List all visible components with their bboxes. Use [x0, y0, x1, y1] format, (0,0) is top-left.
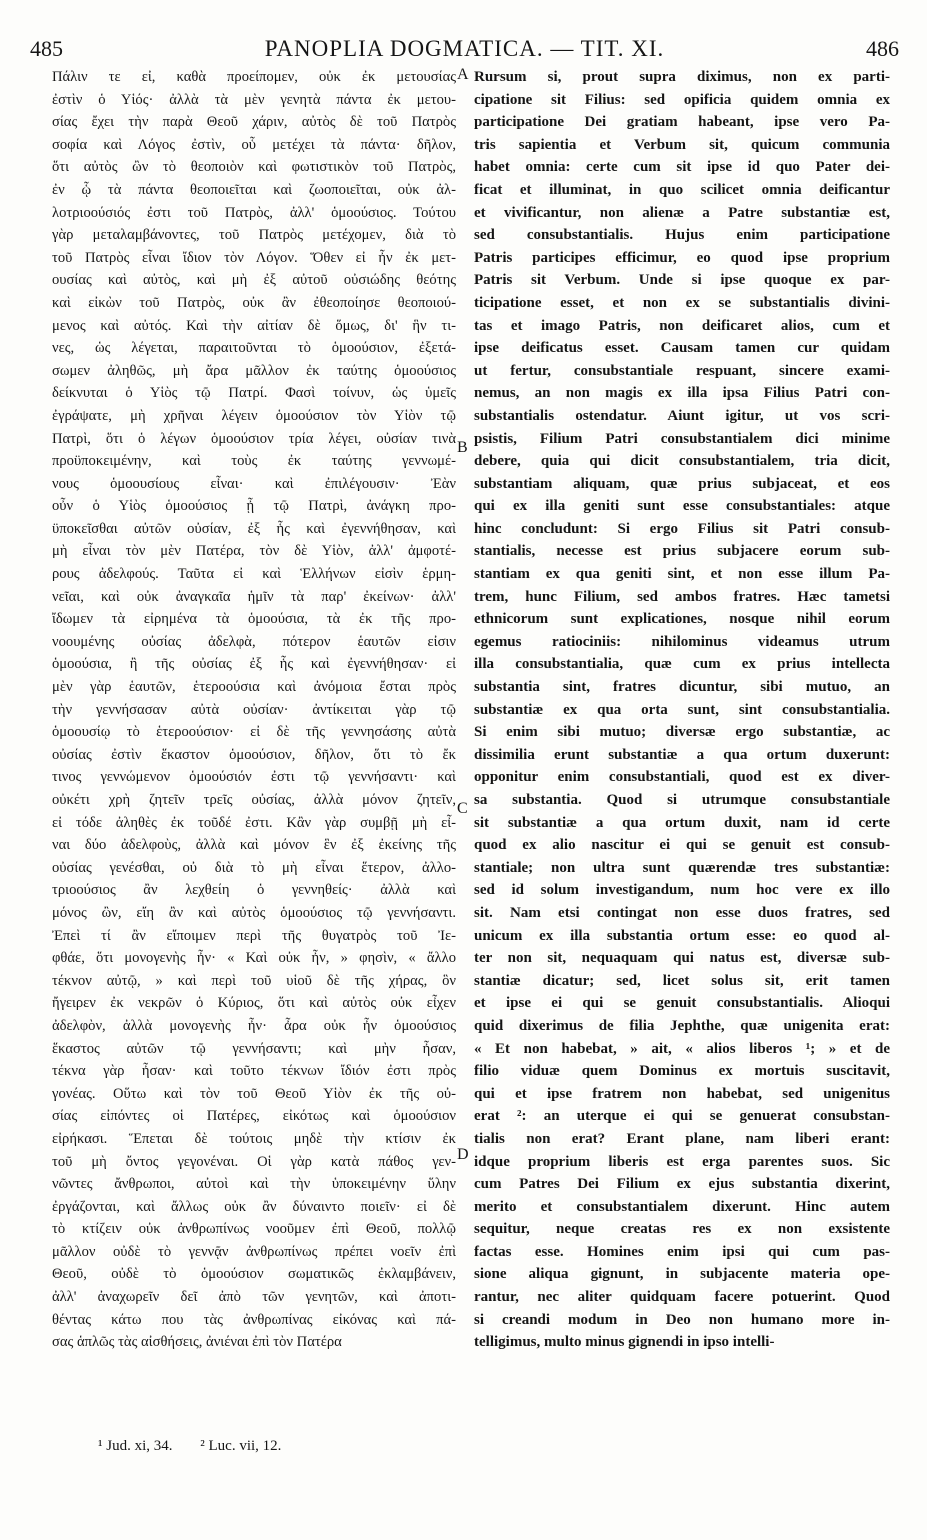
- latin-text-line: Patris sit Verbum. Unde si ipse quoque ex par-: [474, 272, 890, 289]
- footnote-2: ² Luc. vii, 12.: [200, 1438, 282, 1454]
- latin-text-line: stantiam ex qua geniti sint, et non esse illum Pa-: [474, 566, 890, 583]
- latin-text-line: stantiale; non ultra sunt quærendæ tres substantiæ:: [474, 859, 890, 876]
- latin-text-line: hinc concludunt: Si ergo Filius sit Patri consub-: [474, 520, 890, 537]
- greek-text-line: νοουμένης οὐσίας ἀδελφὰ, πότερον ἑαυτῶν εἰσιν: [52, 633, 456, 650]
- latin-text-line: ticipatione esset, et non ex se substantialis divini-: [474, 294, 890, 311]
- greek-text-line: ἤγειρεν ἐκ νεκρῶν ὁ Κύριος, ὅτι καὶ αὐτὸς οὐκ εἶχεν: [52, 995, 456, 1012]
- greek-text-line: γονέας. Οὕτω καὶ τὸν τοῦ Θεοῦ Υἱὸν ἐκ τῆς οὐ-: [52, 1085, 456, 1102]
- greek-text-line: ουσίας καὶ αὐτὸς, καὶ μὴ ἐξ αὐτοῦ οὐσιώδης θεότης: [52, 272, 456, 289]
- greek-text-line: οὖν ὁ Υἱὸς ὁμοούσιος ᾖ τῷ Πατρὶ, ἀνάγκη προ-: [52, 498, 456, 515]
- latin-text-line: habet omnia: certe cum sit ipse id quo Pater dei-: [474, 159, 890, 176]
- latin-text-line: sequitur, neque creatas res ex non exsistente: [474, 1221, 890, 1238]
- latin-text-line: « Et non habebat, » ait, « alios liberos ¹; » et de: [474, 1040, 890, 1057]
- latin-text-line: dissimilia erunt substantiæ a qua ortum duxerunt:: [474, 746, 890, 763]
- latin-text-line: si creandi modum in Deo non humano more in-: [474, 1311, 890, 1328]
- section-marker-c: C: [457, 800, 468, 817]
- latin-text-line: cipatione sit Filius: sed opificia quidem omnia ex: [474, 91, 890, 108]
- greek-text-line: νους ὁμοουσίους εἶναι· καὶ ἐπιλέγουσιν· Ἐὰν: [52, 475, 456, 492]
- latin-text-line: stantiæ dicatur; sed, licet solus sit, erit tamen: [474, 972, 890, 989]
- greek-text-line: ρους ἀδελφούς. Ταῦτα εἰ καὶ Ἑλλήνων εἰσὶν ἑρμη-: [52, 566, 456, 583]
- latin-text-line: idque proprium liberis est erga parentes suos. Sic: [474, 1153, 890, 1170]
- latin-text-line: ficat et illuminat, in quo scilicet omnia deificantur: [474, 181, 890, 198]
- greek-text-line: ἐγράψατε, μὴ χρῆναι λέγειν ὁμοούσιον τὸν Υἱὸν τῷ: [52, 407, 456, 424]
- running-title: PANOPLIA DOGMATICA. — TIT. XI.: [264, 36, 665, 61]
- section-marker-d: D: [457, 1146, 469, 1163]
- greek-text-line: προϋποκειμένην, καὶ τοὺς ἐκ ταύτης γεννωμέ-: [52, 453, 456, 470]
- page-number-right: 486: [866, 36, 899, 61]
- greek-text-line: ἀλλ' ἀναχωρεῖν δεῖ ἀπὸ τῶν γενητῶν, καὶ ἀποτι-: [52, 1289, 456, 1306]
- greek-text-line: οὐσίας ἐστὶν ἕκαστον ὁμοούσιον, δῆλον, ὅτι τὸ ἔκ: [52, 746, 456, 763]
- greek-text-line: τέκνα γὰρ ἦσαν· καὶ τοῦτο τέκνων ἴδιόν ἐστι πρὸς: [52, 1063, 456, 1080]
- greek-text-line: τριοούσιος ἂν λεχθείη ὁ γεννηθείς· ἀλλὰ καὶ: [52, 882, 456, 899]
- greek-text-line: Πατρὶ, ὅτι ὁ λέγων ὁμοούσιον τρία λέγει, οὐσίαν τινὰ: [52, 430, 456, 447]
- latin-text-line: rantur, nec aliter quidquam facere potuerint. Quod: [474, 1289, 890, 1306]
- latin-text-line: substantiam aliquam, quæ prius subjaceat, et eos: [474, 475, 890, 492]
- greek-text-line: τὴν γεννήσασαν αὐτὰ οὐσίαν· ἀντίκειται γὰρ τῷ: [52, 701, 456, 718]
- latin-text-line: merito et consubstantialem dixerunt. Hinc autem: [474, 1198, 890, 1215]
- latin-text-line: stantialis, necesse est prius subjacere eorum sub-: [474, 543, 890, 560]
- latin-text-line: nemus, an non magis ex illa ipsa Filius Patri con-: [474, 385, 890, 402]
- latin-text-line: quid dixerimus de filia Jephthe, quæ unigenita erat:: [474, 1017, 890, 1034]
- latin-text-line: Patris participes efficimur, eo quod ipse proprium: [474, 249, 890, 266]
- page-number-left: 485: [30, 36, 63, 61]
- latin-text-line: qui ex illa geniti sunt esse consubstantiales: atque: [474, 498, 890, 515]
- section-marker-b: B: [457, 439, 468, 456]
- latin-text-line: opponitur enim consubstantiali, quod est ex diver-: [474, 769, 890, 786]
- greek-text-line: σας ἁπλῶς τὰς αἰσθήσεις, ἀνιέναι ἐπὶ τὸν Πατέρα: [52, 1334, 342, 1351]
- greek-text-line: ἐστὶν ὁ Υἱός· ἀλλὰ τὰ μὲν γενητὰ πάντα ἐκ μετου-: [52, 91, 456, 108]
- greek-text-line: οὐκέτι χρὴ ζητεῖν τρεῖς οὐσίας, ἀλλὰ μόνον ζητεῖν,: [52, 792, 456, 808]
- latin-text-line: unicum ex illa substantia ortum esse: eo quod al-: [474, 927, 890, 944]
- latin-text-line: sa substantia. Quod si utrumque consubstantiale: [474, 792, 890, 808]
- greek-text-line: σίας εἰπόντες οἱ Πατέρες, εἰκότως καὶ ὁμοούσιον: [52, 1108, 456, 1125]
- latin-text-line: illa consubstantialia, quæ cum ex prius intellecta: [474, 656, 890, 673]
- greek-text-column: [52, 66, 456, 1354]
- greek-text-line: λοτριοούσιός ἐστι τοῦ Πατρὸς, ἀλλ' ὁμοούσιος. Τούτου: [52, 204, 456, 221]
- latin-text-line: ethnicorum sunt explicationes, nosque nihil eorum: [474, 611, 890, 628]
- latin-text-line: sed consubstantialis. Hujus enim participatione: [474, 227, 890, 244]
- latin-text-line: sione aliqua gignunt, in subjacente materia ope-: [474, 1266, 890, 1283]
- greek-text-line: οὐσίας γενέσθαι, οὐ διὰ τὸ μὴ εἶναι ἕτερον, ἀλλο-: [52, 859, 456, 876]
- greek-text-line: Θεοῦ, οὐδὲ τὸ ὁμοούσιον σωματικῶς ἐκλαμβάνειν,: [52, 1266, 456, 1283]
- latin-text-line: ipse deificatus esset. Causam tamen cur quidam: [474, 340, 890, 357]
- latin-text-line: sit substantiæ a qua ortum duxit, nam id certe: [474, 814, 890, 831]
- latin-text-line: debere, quia qui dicit consubstantialem, tria dicit,: [474, 453, 890, 470]
- greek-text-line: νεῖαι, καὶ οὐκ ἀναγκαῖα ἡμῖν τὰ παρ' ἐκείνων· ἀλλ': [52, 588, 456, 605]
- greek-text-line: ϋποκεῖσθαι αὐτῶν οὐσίαν, ἐξ ἧς καὶ ἐγεννήθησαν, καὶ: [52, 520, 456, 537]
- greek-text-line: Πάλιν τε εἰ, καθὰ προείπομεν, οὐκ ἐκ μετουσίας: [52, 69, 456, 85]
- latin-text-line: tialis non erat? Erant plane, nam liberi erant:: [474, 1130, 890, 1147]
- greek-text-line: φθάε, ὅτι μονογενὴς ἦν· « Καὶ οὐκ ἦν, » φησὶν, « ἄλλο: [52, 950, 456, 967]
- latin-text-line: qui et ipse fratrem non habebat, sed unigenitus: [474, 1085, 890, 1102]
- greek-text-line: θέντας κάτω που τὰς ἀνθρωπίνας εἰκόνας καὶ πά-: [52, 1311, 456, 1328]
- latin-text-line: et ipse ei qui se genuit consubstantialis. Alioqui: [474, 995, 890, 1012]
- greek-text-line: τέκνον αὐτῷ, » καὶ περὶ τοῦ υἱοῦ δὲ τῆς χήρας, ὃν: [52, 972, 456, 989]
- greek-text-line: ἀδελφὸν, ἀλλὰ μονογενὴς ἦν· ἆρα οὐκ ἦν ὁμοούσιος: [52, 1017, 456, 1034]
- greek-text-line: εἰ τόδε ἀληθὲς ἐκ τοῦδέ ἐστι. Κἂν γὰρ συμβῇ μὴ εἶ-: [52, 814, 456, 831]
- latin-text-line: quod ex alio nascitur ei qui se genuit est consub-: [474, 837, 890, 854]
- greek-text-line: μᾶλλον οὐδὲ τὸ γεννᾷν ἀνθρωπίνως πρέπει νοεῖν ἐπὶ: [52, 1243, 456, 1260]
- latin-text-line: sit. Nam etsi contingat non esse duos fratres, sed: [474, 904, 890, 921]
- latin-text-line: egemus ratiociniis: nihilominus videamus utrum: [474, 633, 890, 650]
- greek-text-line: ἕκαστος αὐτῶν τῷ γεννήσαντι; καὶ μὴν ἦσαν,: [52, 1040, 456, 1057]
- greek-text-line: νῶντες ἄνθρωποι, αὐτοὶ καὶ τὴν ὑποκειμένην ὕλην: [52, 1176, 456, 1193]
- greek-text-line: σοφία καὶ Λόγος ἐστὶν, οὗ μετέχει τὰ πάντα· δῆλον,: [52, 136, 456, 153]
- greek-text-line: ὁμοουσίῳ τὸ ἑτεροούσιον· εἰ δὲ τῆς γεννησάσης αὐτὰ: [52, 724, 456, 741]
- latin-text-line: substantialis ostendatur. Aiunt igitur, ut vos scri-: [474, 407, 890, 424]
- greek-text-line: ἐν ᾧ τὰ πάντα θεοποιεῖται καὶ ζωοποιεῖται, οὐκ ἀλ-: [52, 181, 456, 198]
- greek-text-line: Ἐπεὶ τί ἂν εἴποιμεν περὶ τῆς θυγατρὸς τοῦ Ἰε-: [52, 927, 456, 944]
- latin-text-line: ut fertur, consubstantiale respuant, sincere exami-: [474, 362, 890, 379]
- greek-text-line: τὸ κτίζειν οὐκ ἀνθρωπίνως νοοῦμεν ἐπὶ Θεοῦ, πολλῷ: [52, 1221, 456, 1238]
- greek-text-line: εἰρήκασι. Ἕπεται δὲ τούτοις μηδὲ τὴν κτίσιν ἐκ: [52, 1130, 456, 1147]
- latin-text-line: factas esse. Homines enim ipsi qui cum pas-: [474, 1243, 890, 1260]
- latin-text-line: telligimus, multo minus gignendi in ipso intelli-: [474, 1334, 775, 1351]
- latin-text-line: sed id solum investigandum, num hoc vere ex illo: [474, 882, 890, 899]
- latin-text-line: erat ²: an uterque ei qui se genuerat consubstan-: [474, 1108, 890, 1125]
- latin-text-line: participatione Dei gratiam habeant, ipse vero Pa-: [474, 114, 890, 131]
- greek-text-line: ὅτι αὐτὸς ὢν τὸ θεοποιὸν καὶ φωτιστικὸν τοῦ Πατρὸς,: [52, 159, 456, 176]
- greek-text-line: τοῦ Πατρὸς εἶναι ἴδιον τὸν Λόγον. Ὅθεν εἰ ἦν ἐκ μετ-: [52, 249, 456, 266]
- greek-text-line: ἐργάζονται, καὶ ἄλλως οὐκ ἂν δύναιντο ποιεῖν· εἰ δὲ: [52, 1198, 456, 1215]
- greek-text-line: μόνος ὢν, εἴη ἂν καὶ αὐτὸς ὁμοούσιος τῷ γεννήσαντι.: [52, 904, 456, 921]
- greek-text-line: καὶ εἰκὼν τοῦ Πατρὸς, οὐκ ἂν ἐθεοποίησε θεοποιού-: [52, 294, 456, 311]
- latin-text-line: tas et imago Patris, non deificaret alios, cum et: [474, 317, 890, 334]
- latin-text-line: Rursum si, prout supra diximus, non ex parti-: [474, 69, 890, 85]
- latin-text-line: et vivificantur, non alienæ a Patre substantiæ est,: [474, 204, 890, 221]
- latin-text-column: [474, 66, 890, 1354]
- greek-text-line: ἴδωμεν τὰ εἰρημένα τὰ ὁμοούσια, τὰ ἐκ τῆς προ-: [52, 611, 456, 628]
- greek-text-line: νες, ὡς λέγεται, παραιτοῦνται τὸ ὁμοούσιον, ἐξετά-: [52, 340, 456, 357]
- latin-text-line: Si enim sibi mutuo; diversæ ergo substantiæ, ac: [474, 724, 890, 741]
- greek-text-line: μὲν γὰρ ἑαυτῶν, ἑτεροούσια καὶ ἀνόμοια ἔσται πρὸς: [52, 679, 456, 696]
- latin-text-line: cum Patres Dei Filium ex ejus substantia dixerint,: [474, 1176, 890, 1193]
- footnotes: [98, 1438, 305, 1455]
- greek-text-line: σίας ἔχει τὴν παρὰ Θεοῦ χάριν, αὐτὸς δὲ τοῦ Πατρὸς: [52, 114, 456, 131]
- greek-text-line: ναι δύο ἀδελφοὺς, ἀλλὰ καὶ μόνον ἓν ἐξ ἐκείνης τῆς: [52, 837, 456, 854]
- latin-text-line: filio viduæ quem Dominus ex mortuis suscitavit,: [474, 1063, 890, 1080]
- section-marker-a: A: [457, 66, 469, 83]
- greek-text-line: μενος καὶ αὐτός. Καὶ τὴν αἰτίαν δὲ ὅμως, δι' ἣν τι-: [52, 317, 456, 334]
- greek-text-line: γὰρ μεταλαμβάνοντες, τοῦ Πατρὸς μετέχομεν, διὰ τὸ: [52, 227, 456, 244]
- latin-text-line: trem, hunc Filium, sed ambos fratres. Hæc tametsi: [474, 588, 890, 605]
- greek-text-line: μὴ εἶναι τὸν μὲν Πατέρα, τὸν δὲ Υἱὸν, ἀλλ' ἀμφοτέ-: [52, 543, 456, 560]
- latin-text-line: ter non sit, nequaquam qui natus est, diversæ sub-: [474, 950, 890, 967]
- running-header: [30, 36, 899, 66]
- latin-text-line: substantiæ ex qua orta sunt, sint consubstantialia.: [474, 701, 890, 718]
- greek-text-line: δείκνυται ὁ Υἱὸς τῷ Πατρί. Φασὶ τοίνυν, ὡς ὑμεῖς: [52, 385, 456, 402]
- greek-text-line: τινος γεννώμενον ὁμοούσιόν ἐστι τῷ γεννήσαντι· καὶ: [52, 769, 456, 786]
- greek-text-line: σωμεν ἀληθῶς, μὴ ἄρα μᾶλλον ἐκ ταύτης ὁμοούσιος: [52, 362, 456, 379]
- greek-text-line: ὁμοούσια, ἢ τῆς οὐσίας ἐξ ἧς καὶ ἐγεννήθησαν· εἰ: [52, 656, 456, 673]
- latin-text-line: tris sapientia et Verbum sit, quicum communia: [474, 136, 890, 153]
- greek-text-line: τοῦ μὴ ὄντος γεγονέναι. Οἱ γὰρ κατὰ πάθος γεν-: [52, 1153, 456, 1170]
- latin-text-line: psistis, Filium Patri consubstantialem dici minime: [474, 430, 890, 447]
- latin-text-line: substantia sint, fratres dicuntur, sibi mutuo, an: [474, 679, 890, 696]
- footnote-1: ¹ Jud. xi, 34.: [98, 1438, 173, 1454]
